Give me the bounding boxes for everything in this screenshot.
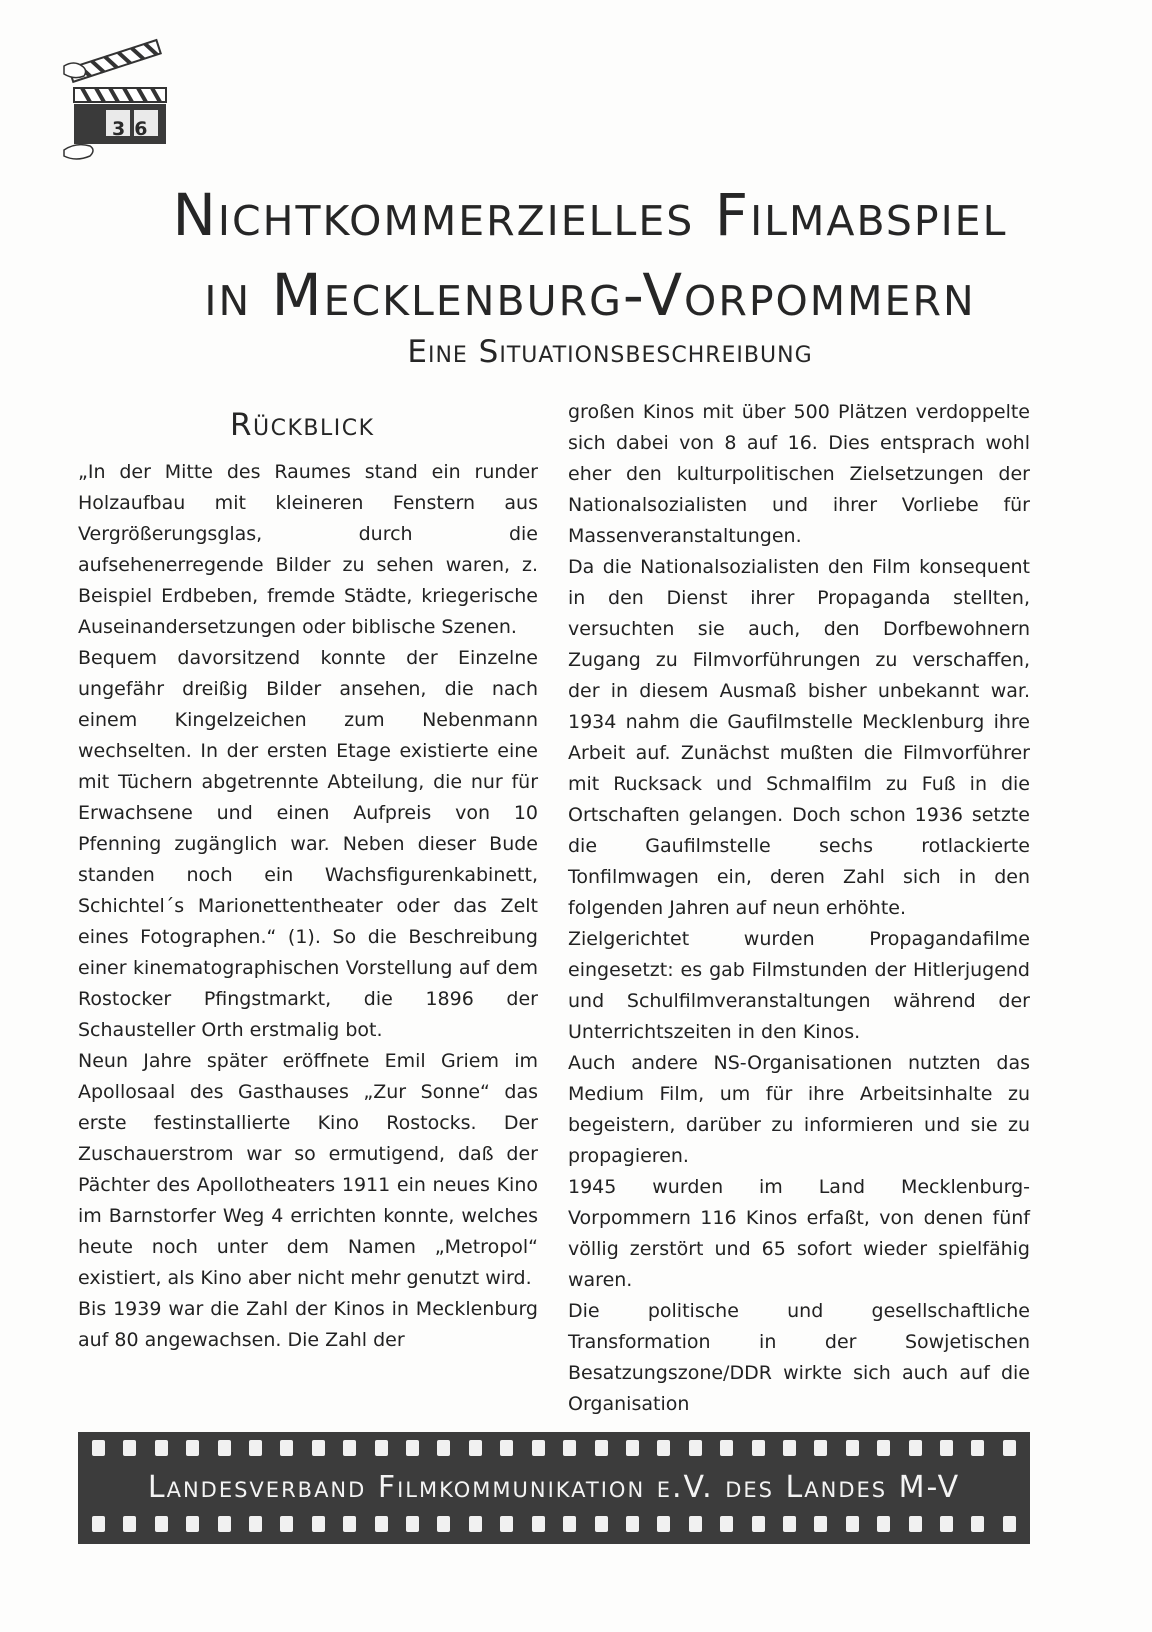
paragraph: 1945 wurden im Land Mecklenburg-Vorpommern 116 Kinos erfaßt, von denen fünf völlig zerstört und 65 sofort wieder spielfähig waren. (568, 1176, 1030, 1291)
left-column (78, 457, 538, 1356)
paragraph: Bis 1939 war die Zahl der Kinos in Mecklenburg auf 80 angewachsen. Die Zahl der (78, 1298, 538, 1351)
film-perforation (500, 1516, 513, 1532)
film-perforation (186, 1440, 199, 1456)
footer-film-strip (78, 1432, 1030, 1544)
film-perforation (469, 1516, 482, 1532)
film-perforation (343, 1516, 356, 1532)
paragraph: „In der Mitte des Raumes stand ein runder Holzaufbau mit kleineren Fenstern aus Vergrößerungsglas, durch die aufsehenerregende Bilder zu sehen waren, z. Beispiel Erdbeben, fremde Städte, kriegerische Auseinandersetzungen oder biblische Szenen. (78, 461, 538, 638)
title-line-2: in Mecklenburg-Vorpommern (204, 261, 976, 329)
film-perforation (752, 1440, 765, 1456)
film-perforation (123, 1440, 136, 1456)
paragraph: Da die Nationalsozialisten den Film konsequent in den Dienst ihrer Propaganda stellten, versuchten sie auch, den Dorfbewohnern Zugang zu Filmvorführungen zu verschaffen, der in diesem Ausmaß bisher unbekannt war. 1934 nahm die Gaufilmstelle Mecklenburg ihre Arbeit auf. Zunächst mußten die Filmvorführer mit Rucksack und Schmalfilm zu Fuß in die Ortschaften gelangen. Doch schon 1936 setzte die Gaufilmstelle sechs rotlackierte Tonfilmwagen ein, deren Zahl sich in den folgenden Jahren auf neun erhöhte. (568, 556, 1030, 919)
film-perforation (846, 1440, 859, 1456)
section-heading: Rückblick (230, 407, 375, 443)
film-perforation (249, 1516, 262, 1532)
film-perforation (312, 1440, 325, 1456)
film-perforation (814, 1516, 827, 1532)
film-perforation (877, 1440, 890, 1456)
film-perforations-top (78, 1440, 1030, 1460)
film-perforation (218, 1440, 231, 1456)
film-perforation (595, 1440, 608, 1456)
footer-organization-name: Landesverband Filmkommunikation e.V. des Landes M-V (147, 1470, 961, 1505)
film-perforation (312, 1516, 325, 1532)
film-perforation (343, 1440, 356, 1456)
film-perforation (92, 1440, 105, 1456)
film-perforation (563, 1516, 576, 1532)
film-perforation (752, 1516, 765, 1532)
film-perforation (249, 1440, 262, 1456)
film-perforation (783, 1440, 796, 1456)
film-perforation (940, 1516, 953, 1532)
film-perforation (657, 1516, 670, 1532)
film-perforation (1003, 1516, 1016, 1532)
film-perforation (971, 1440, 984, 1456)
film-perforation (186, 1516, 199, 1532)
film-perforation (437, 1516, 450, 1532)
film-perforation (155, 1516, 168, 1532)
film-perforation (720, 1440, 733, 1456)
film-perforation (626, 1440, 639, 1456)
film-perforation (280, 1516, 293, 1532)
film-perforation (940, 1440, 953, 1456)
paragraph: Bequem davorsitzend konnte der Einzelne ungefähr dreißig Bilder ansehen, die nach einem Kingelzeichen zum Nebenmann wechselten. In der ersten Etage existierte eine mit Tüchern abgetrennte Abteilung, die nur für Erwachsene und einen Aufpreis von 10 Pfenning zugänglich war. Neben dieser Bude standen noch ein Wachsfigurenkabinett, Schichtel´s Marionettentheater oder das Zelt eines Fotographen.“ (1). So die Beschreibung einer kinematographischen Vorstellung auf dem Rostocker Pfingstmarkt, die 1896 der Schausteller Orth erstmalig bot. (78, 647, 538, 1041)
film-perforation (218, 1516, 231, 1532)
film-perforation (783, 1516, 796, 1532)
film-perforation (532, 1440, 545, 1456)
film-perforation (626, 1516, 639, 1532)
film-perforation (406, 1516, 419, 1532)
film-perforation (877, 1516, 890, 1532)
paragraph: Neun Jahre später eröffnete Emil Griem im Apollosaal des Gasthauses „Zur Sonne“ das erste festinstallierte Kino Rostocks. Der Zuschauerstrom war so ermutigend, daß der Pächter des Apollotheaters 1911 ein neues Kino im Barnstorfer Weg 4 errichten konnte, welches heute noch unter dem Namen „Metropol“ existiert, als Kino aber nicht mehr genutzt wird. (78, 1050, 538, 1289)
film-perforation (814, 1440, 827, 1456)
film-perforation (532, 1516, 545, 1532)
film-perforation (500, 1440, 513, 1456)
page-number: 36 (112, 118, 157, 140)
subtitle: Eine Situationsbeschreibung (407, 334, 813, 370)
right-column (568, 397, 1030, 1420)
film-perforation (469, 1440, 482, 1456)
paragraph: Zielgerichtet wurden Propagandafilme eingesetzt: es gab Filmstunden der Hitlerjugend und Schulfilmveranstaltungen während der Unterrichtszeiten in den Kinos. (568, 928, 1030, 1043)
film-perforation (689, 1516, 702, 1532)
film-perforation (563, 1440, 576, 1456)
film-perforation (909, 1440, 922, 1456)
film-perforation (720, 1516, 733, 1532)
film-perforation (92, 1516, 105, 1532)
film-perforation (909, 1516, 922, 1532)
film-perforation (689, 1440, 702, 1456)
paragraph: Auch andere NS-Organisationen nutzten das Medium Film, um für ihre Arbeitsinhalte zu begeistern, darüber zu informieren und sie zu propagieren. (568, 1052, 1030, 1167)
film-perforation (846, 1516, 859, 1532)
film-perforation (155, 1440, 168, 1456)
title-line-1: Nichtkommerzielles Filmabspiel (172, 181, 1008, 249)
clapperboard-icon (62, 38, 170, 166)
paragraph: Die politische und gesellschaftliche Transformation in der Sowjetischen Besatzungszone/DDR wirkte sich auch auf die Organisation (568, 1300, 1030, 1415)
film-perforation (595, 1516, 608, 1532)
film-perforation (280, 1440, 293, 1456)
paragraph: großen Kinos mit über 500 Plätzen verdoppelte sich dabei von 8 auf 16. Dies entsprach wohl eher den kulturpolitischen Zielsetzungen der Nationalsozialisten und ihrer Vorliebe für Massenveranstaltungen. (568, 401, 1030, 547)
film-perforation (657, 1440, 670, 1456)
film-perforation (1003, 1440, 1016, 1456)
film-perforation (375, 1516, 388, 1532)
film-perforations-bottom (78, 1516, 1030, 1536)
film-perforation (123, 1516, 136, 1532)
film-perforation (406, 1440, 419, 1456)
film-perforation (437, 1440, 450, 1456)
film-perforation (375, 1440, 388, 1456)
film-perforation (971, 1516, 984, 1532)
